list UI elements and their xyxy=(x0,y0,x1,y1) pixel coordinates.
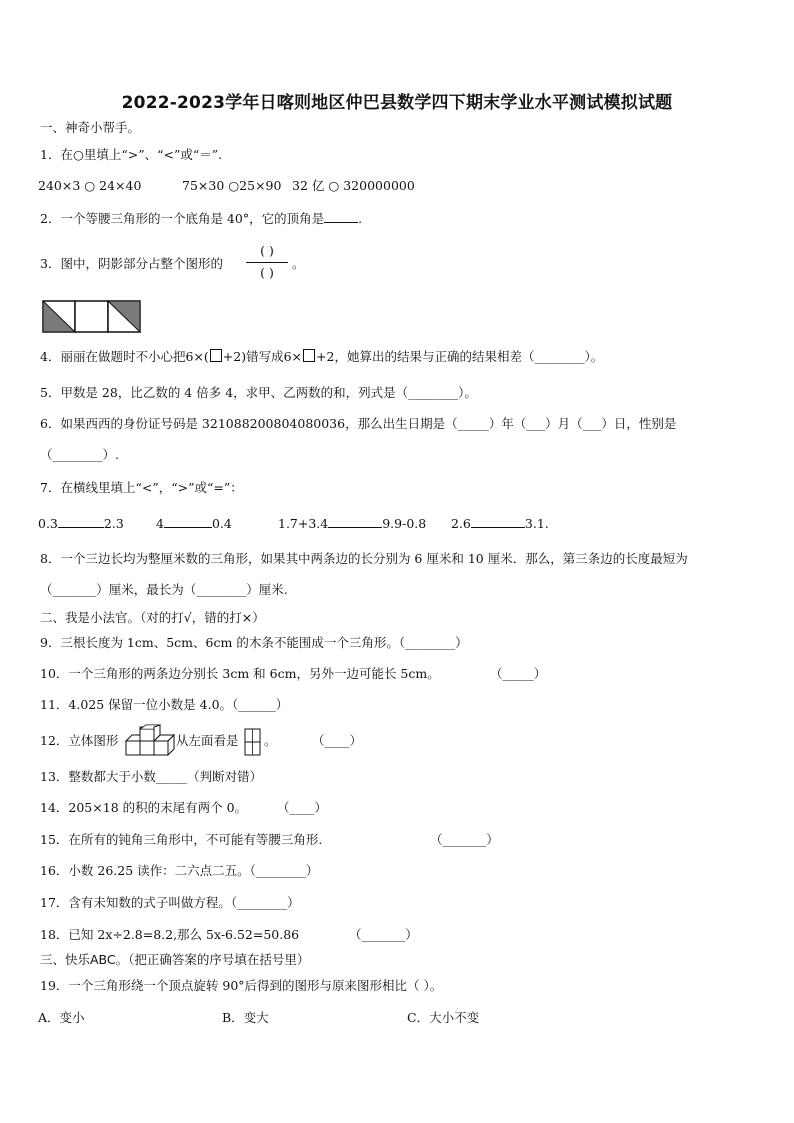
question-17: 17．含有未知数的式子叫做方程。（________） xyxy=(40,895,300,910)
question-18: 18．已知 2x÷2.8=8.2,那么 5x-6.52=50.86 xyxy=(40,927,300,942)
question-2-text: 2．一个等腰三角形的一个底角是 40°，它的顶角是 xyxy=(40,211,325,226)
answer-blank[interactable] xyxy=(164,515,212,528)
question-8-line-2: （_______）厘米，最长为（________）厘米. xyxy=(40,582,288,597)
value: 3.1. xyxy=(524,516,549,531)
question-1c: 32 亿 ○ 320000000 xyxy=(292,178,415,193)
value: 0.3 xyxy=(38,516,58,531)
left-view-figure xyxy=(244,728,262,756)
question-4-end: ，她算出的结果与正确的结果相差（________）。 xyxy=(334,349,604,364)
question-9: 9．三根长度为 1cm、5cm、6cm 的木条不能围成一个三角形。（________） xyxy=(40,635,468,650)
question-16: 16．小数 26.25 读作：二六点二五。（________） xyxy=(40,863,319,878)
expression-wrong-a: 6× xyxy=(283,349,303,364)
question-11: 11．4.025 保留一位小数是 4.0。（______） xyxy=(40,697,289,712)
question-13: 13．整数都大于小数_____（判断对错） xyxy=(40,769,263,784)
question-14-answer[interactable]: （____） xyxy=(277,800,328,815)
question-7a xyxy=(38,515,124,532)
fraction-bar xyxy=(246,262,288,263)
section-2-heading: 二、我是小法官。（对的打√，错的打×） xyxy=(40,610,265,625)
value: 0.4 xyxy=(211,516,232,531)
expression-correct-a: 6×( xyxy=(185,349,209,364)
question-15: 15．在所有的钝角三角形中，不可能有等腰三角形. xyxy=(40,832,323,847)
answer-blank[interactable] xyxy=(58,515,104,528)
option-a[interactable]: A．变小 xyxy=(38,1010,85,1025)
box-placeholder-icon xyxy=(210,349,222,362)
question-6-line-1: 6．如果西西的身份证号码是 321088200804080036，那么出生日期是（_____）年（___）月（___）日，性别是 xyxy=(40,416,677,431)
value: 4 xyxy=(156,516,164,531)
question-12-answer[interactable]: （____） xyxy=(312,733,363,748)
question-12-end: 。 xyxy=(264,733,277,748)
question-4 xyxy=(40,349,603,365)
question-18-answer[interactable]: （_______） xyxy=(349,927,418,942)
expression-wrong-b: +2 xyxy=(316,349,335,364)
value: 2.3 xyxy=(103,516,124,531)
option-b[interactable]: B．变大 xyxy=(222,1010,269,1025)
question-2 xyxy=(40,210,362,227)
answer-blank[interactable] xyxy=(328,515,382,528)
question-10: 10．一个三角形的两条边分别长 3cm 和 6cm，另外一边可能长 5cm。 xyxy=(40,666,440,681)
option-c[interactable]: C．大小不变 xyxy=(407,1010,480,1025)
box-placeholder-icon xyxy=(303,349,315,362)
question-1b: 75×30 ○25×90 xyxy=(182,178,282,193)
answer-blank[interactable] xyxy=(324,210,358,223)
question-4-mid: 错写成 xyxy=(246,349,284,364)
square-2 xyxy=(75,301,108,332)
fraction-answer[interactable] xyxy=(244,243,290,283)
question-3-text: 3．图中，阴影部分占整个图形的 xyxy=(40,256,223,271)
section-1-heading: 一、神奇小帮手。 xyxy=(40,120,141,135)
shaded-squares-figure xyxy=(42,300,142,334)
question-1: 1．在○里填上“>”、“<”或“＝”. xyxy=(40,147,223,162)
solid-figure-cubes xyxy=(125,724,177,756)
question-7: 7．在横线里填上“<”，“>”或“=”： xyxy=(40,480,243,495)
question-15-answer[interactable]: （_______） xyxy=(430,832,499,847)
question-12-text: 12．立体图形 xyxy=(40,733,119,748)
expression-correct-b: +2) xyxy=(222,349,247,364)
value: 2.6 xyxy=(451,516,471,531)
fraction-denominator: ( ) xyxy=(260,265,274,280)
question-14: 14．205×18 的积的末尾有两个 0。 xyxy=(40,800,248,815)
fraction-numerator: ( ) xyxy=(260,243,274,258)
question-3-end: 。 xyxy=(292,256,305,271)
question-19: 19．一个三角形绕一个顶点旋转 90°后得到的图形与原来图形相比（ ）。 xyxy=(40,978,443,993)
value: 9.9-0.8 xyxy=(382,516,427,531)
value: 1.7+3.4 xyxy=(278,516,329,531)
question-3 xyxy=(40,256,223,272)
page-title: 2022-2023学年日喀则地区仲巴县数学四下期末学业水平测试模拟试题 xyxy=(121,93,673,113)
question-7b xyxy=(156,515,232,532)
question-12-mid: 从左面看是 xyxy=(176,733,239,748)
question-8-line-1: 8．一个三边长均为整厘米数的三角形，如果其中两条边的长分别为 6 厘米和 10 厘米．那么，第三条边的长度最短为 xyxy=(40,551,688,566)
question-7d xyxy=(451,515,549,532)
section-3-heading: 三、快乐ABC。（把正确答案的序号填在括号里） xyxy=(40,952,310,967)
question-10-answer[interactable]: （_____） xyxy=(490,666,547,681)
question-4-text: 4．丽丽在做题时不小心把 xyxy=(40,349,186,364)
answer-blank[interactable] xyxy=(471,515,525,528)
question-1a: 240×3 ○ 24×40 xyxy=(38,178,142,193)
question-7c xyxy=(278,515,426,532)
question-5: 5．甲数是 28，比乙数的 4 倍多 4，求甲、乙两数的和，列式是（________）。 xyxy=(40,385,477,400)
question-6-line-2: （________）. xyxy=(40,447,119,462)
question-2-end: . xyxy=(358,211,363,226)
